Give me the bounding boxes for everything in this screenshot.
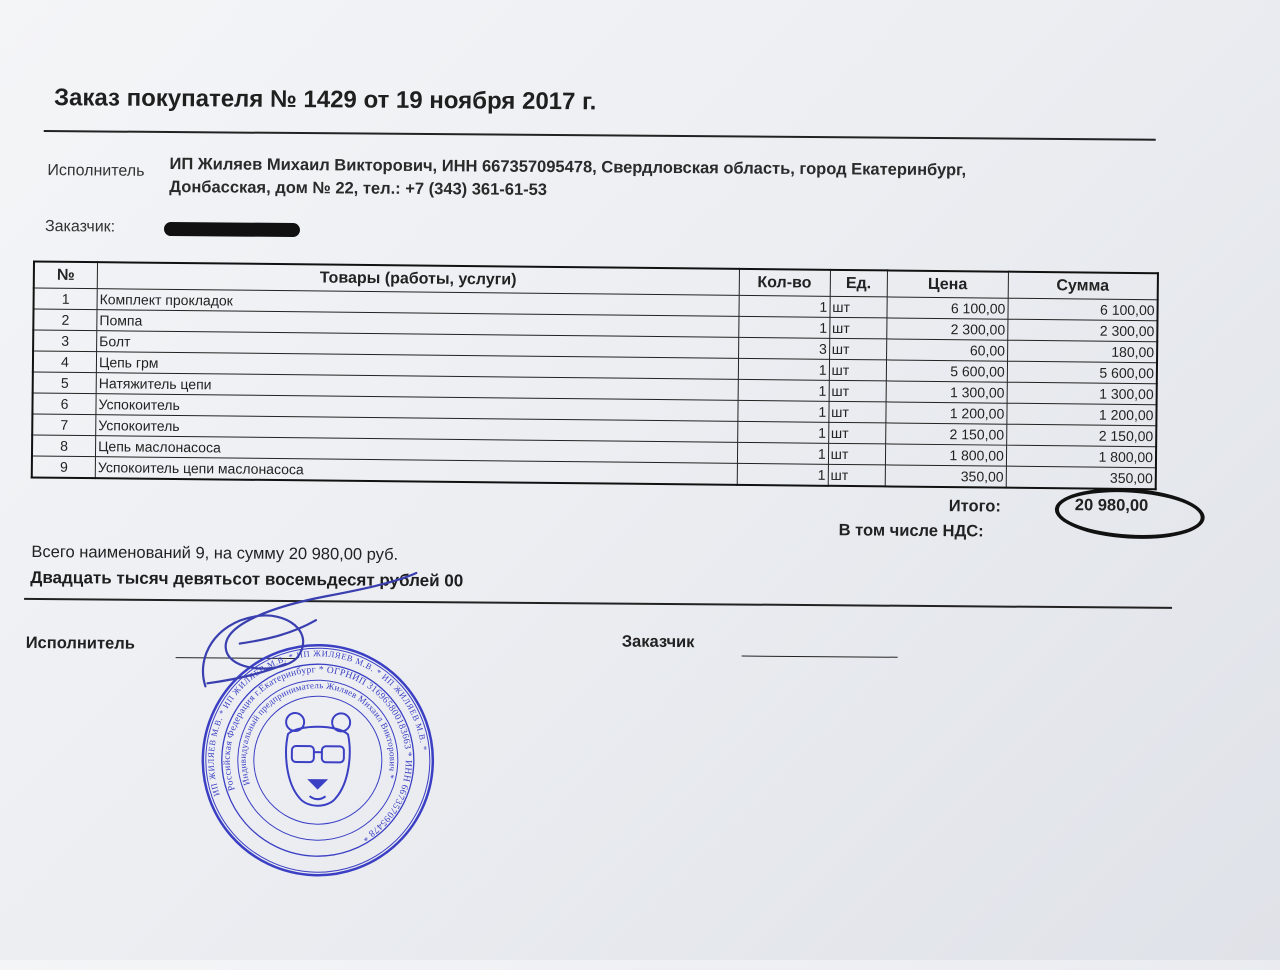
executor-label: Исполнитель	[47, 162, 144, 181]
row-price: 5 600,00	[886, 360, 1007, 382]
stamp-outer-text: ИП ЖИЛЯЕВ М.В. * ИП ЖИЛЯЕВ М.В. * ИП ЖИЛЯЕВ М.В. * ИП ЖИЛЯЕВ М.В. *	[199, 641, 433, 824]
row-name: Цепь грм	[96, 352, 738, 380]
row-sum: 1 800,00	[1006, 445, 1156, 468]
executor-details	[169, 153, 1109, 206]
signature-executor-label: Исполнитель	[26, 634, 135, 654]
row-qty: 1	[738, 358, 829, 380]
header-qty: Кол-во	[739, 269, 830, 296]
row-num: 3	[33, 330, 97, 352]
row-num: 1	[34, 288, 98, 310]
row-price: 1 300,00	[886, 381, 1007, 403]
row-qty: 1	[739, 295, 830, 317]
row-sum: 2 300,00	[1008, 319, 1158, 342]
row-qty: 1	[737, 463, 828, 485]
row-name: Цепь маслонасоса	[96, 436, 738, 464]
header-price: Цена	[887, 270, 1008, 298]
document-title: Заказ покупателя № 1429 от 19 ноября 2017 г.	[54, 84, 597, 116]
row-price: 2 300,00	[886, 318, 1007, 340]
amount-in-words: Двадцать тысяч девятьсот восемьдесят рублей 00	[30, 568, 463, 591]
executor-signature	[165, 561, 496, 704]
row-price: 1 800,00	[885, 444, 1006, 466]
row-price: 1 200,00	[886, 402, 1007, 424]
row-name: Натяжитель цепи	[96, 373, 738, 401]
row-sum: 6 100,00	[1008, 298, 1158, 321]
row-name: Успокоитель	[96, 415, 738, 443]
customer-label: Заказчик:	[45, 218, 115, 237]
customer-name-redacted	[164, 222, 300, 237]
row-unit: шт	[828, 422, 885, 444]
executor-details-line2: Донбасская, дом № 22, тел.: +7 (343) 361-61-53	[169, 176, 1109, 206]
row-qty: 1	[738, 379, 829, 401]
row-sum: 5 600,00	[1007, 361, 1157, 384]
row-num: 9	[32, 456, 96, 478]
row-sum: 1 300,00	[1007, 382, 1157, 405]
total-handdrawn-circle	[1053, 484, 1206, 543]
total-value: 20 980,00	[1075, 496, 1149, 516]
row-unit: шт	[829, 359, 886, 381]
row-qty: 1	[737, 442, 828, 464]
row-sum: 1 200,00	[1007, 403, 1157, 426]
row-unit: шт	[828, 443, 885, 465]
row-unit: шт	[829, 317, 886, 339]
items-summary: Всего наименований 9, на сумму 20 980,00 руб.	[31, 543, 398, 565]
row-name: Успокоитель цепи маслонасоса	[95, 457, 737, 485]
row-num: 4	[33, 351, 97, 373]
row-sum: 180,00	[1007, 340, 1157, 363]
row-unit: шт	[830, 296, 887, 318]
stamp-inner-text: Индивидуальный предприниматель Жиляев Михаил Викторович *	[216, 658, 409, 829]
row-unit: шт	[828, 464, 885, 486]
row-num: 5	[33, 372, 97, 394]
row-price: 6 100,00	[887, 297, 1008, 319]
row-name: Успокоитель	[96, 394, 738, 422]
row-num: 7	[32, 414, 96, 436]
vat-label: В том числе НДС:	[839, 521, 984, 541]
row-qty: 1	[737, 421, 828, 443]
signature-customer-line	[742, 656, 898, 658]
header-name: Товары (работы, услуги)	[97, 262, 739, 295]
row-price: 60,00	[886, 339, 1007, 361]
row-sum: 2 150,00	[1006, 424, 1156, 447]
row-qty: 3	[738, 337, 829, 359]
row-name: Помпа	[97, 310, 739, 338]
row-qty: 1	[737, 400, 828, 422]
header-sum: Сумма	[1008, 272, 1158, 300]
row-name: Комплект прокладок	[97, 289, 739, 317]
signature-customer-label: Заказчик	[622, 633, 695, 653]
items-table	[31, 260, 1159, 490]
row-unit: шт	[829, 401, 886, 423]
row-price: 350,00	[885, 465, 1006, 488]
row-unit: шт	[829, 338, 886, 360]
row-num: 8	[32, 435, 96, 457]
stamp-ring-5	[236, 678, 399, 841]
total-label: Итого:	[949, 497, 1001, 516]
row-num: 6	[32, 393, 96, 415]
row-price: 2 150,00	[885, 423, 1006, 445]
row-name: Болт	[97, 331, 739, 359]
header-num: №	[34, 261, 98, 288]
row-unit: шт	[829, 380, 886, 402]
row-qty: 1	[738, 316, 829, 338]
stamp-middle-text: Российская Федерация г.Екатеринбург * ОГРНИП 316965800183663 * ИНН 667357095478 *	[199, 641, 437, 879]
title-underline	[44, 130, 1156, 141]
bear-with-glasses-icon	[285, 713, 350, 806]
row-sum: 350,00	[1006, 466, 1156, 489]
header-unit: Ед.	[830, 270, 887, 297]
executor-details-line1: ИП Жиляев Михаил Викторович, ИНН 667357095478, Свердловская область, город Екатеринбург,	[169, 153, 1109, 183]
row-num: 2	[33, 309, 97, 331]
